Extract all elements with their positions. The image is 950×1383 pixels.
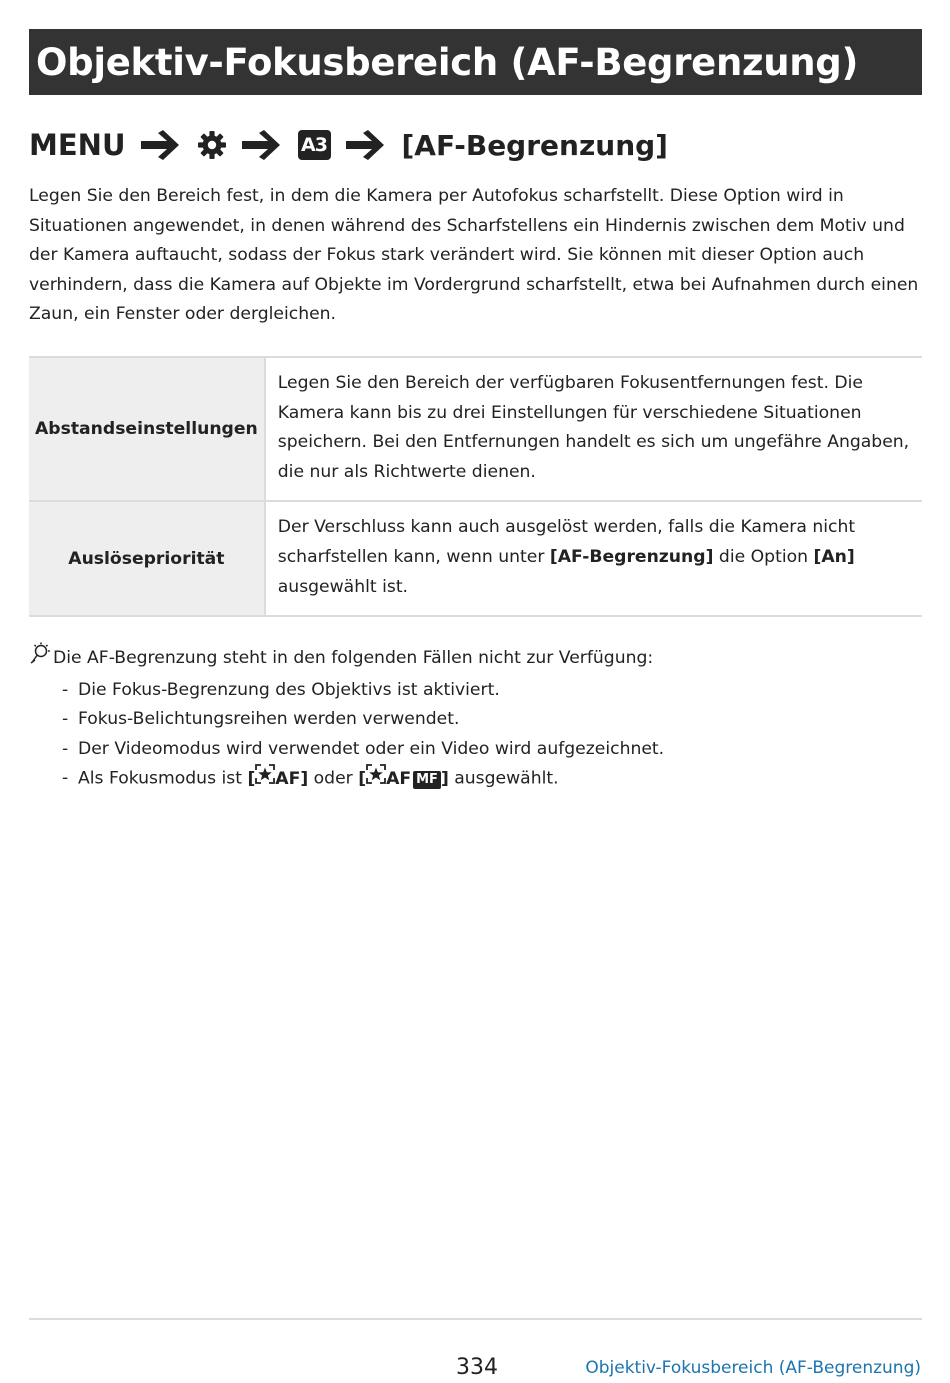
settings-table <box>29 356 922 617</box>
list-item <box>62 764 922 795</box>
title-bar <box>29 29 922 95</box>
star-af-mode <box>247 764 308 795</box>
arrow-right-icon <box>344 130 388 160</box>
star-af-mf-mode <box>358 764 449 795</box>
af-limiter-ref: [AF-Begrenzung] <box>549 546 714 567</box>
arrow-right-icon <box>139 130 183 160</box>
list-item-text: oder <box>308 768 359 789</box>
bracket: [ <box>358 768 367 789</box>
af-text: AF <box>386 768 412 789</box>
footer-divider <box>29 1318 922 1320</box>
list-item: - Der Videomodus wird verwendet oder ein Video wird aufgezeichnet. <box>62 735 922 765</box>
menu-item-label: [AF-Begrenzung] <box>401 128 668 162</box>
setting-label: Auslösepriorität <box>29 501 265 616</box>
running-head-link[interactable]: Objektiv-Fokusbereich (AF-Begrenzung) <box>585 1358 921 1378</box>
af-text: AF] <box>275 768 309 789</box>
description-text: die Option <box>713 546 814 567</box>
table-row <box>29 501 922 616</box>
note-list <box>29 676 922 795</box>
setting-label: Abstandseinstellungen <box>29 357 265 501</box>
table-row <box>29 357 922 501</box>
list-item-text: ausgewählt. <box>448 768 559 789</box>
list-item-text: Als Fokusmodus ist <box>78 768 248 789</box>
tab-a3-icon: A3 <box>298 130 331 160</box>
page-title: Objektiv-Fokusbereich (AF-Begrenzung) <box>36 40 859 84</box>
star-af-icon <box>255 764 275 795</box>
intro-paragraph: Legen Sie den Bereich fest, in dem die Kamera per Autofokus scharfstellt. Diese Option wird in Situationen angewendet, in denen während des Scharfstellens ein Hindernis zwischen dem Motiv und der Kamera auftaucht, sodass der Fokus stark verändert wird. Sie können mit dieser Option auch verhindern, dass die Kamera auf Objekte im Vordergrund scharfstellt, etwa bei Aufnahmen durch einen Zaun, ein Fenster oder dergleichen. <box>29 186 919 325</box>
bracket: [ <box>247 768 256 789</box>
bracket: ] <box>440 768 449 789</box>
menu-path <box>29 120 668 170</box>
on-option-ref: [An] <box>813 546 855 567</box>
list-item: - Fokus-Belichtungsreihen werden verwendet. <box>62 705 922 735</box>
description-text: Der Verschluss kann auch ausgelöst werden, falls die Kamera nicht scharfstellen kann, wenn unter <box>277 517 856 567</box>
note-heading-row <box>29 641 922 676</box>
menu-label: MENU <box>29 128 126 162</box>
hint-icon <box>29 641 53 676</box>
notes-section <box>29 641 922 795</box>
note-heading: Die AF-Begrenzung steht in den folgenden Fällen nicht zur Verfügung: <box>53 647 654 668</box>
gear-icon <box>197 130 227 160</box>
mf-badge: MF <box>413 771 441 789</box>
page-number: 334 <box>456 1355 498 1380</box>
setting-description: Legen Sie den Bereich der verfügbaren Fokusentfernungen fest. Die Kamera kann bis zu drei Einstellungen für verschiedene Situationen speichern. Bei den Entfernungen handelt es sich um ungefähre Angaben, die nur als Richtwerte dienen. <box>265 357 922 501</box>
star-af-icon <box>366 764 386 795</box>
arrow-right-icon <box>240 130 284 160</box>
setting-description <box>265 501 922 616</box>
list-item: - Die Fokus-Begrenzung des Objektivs ist aktiviert. <box>62 676 922 706</box>
description-text: ausgewählt ist. <box>277 576 409 597</box>
